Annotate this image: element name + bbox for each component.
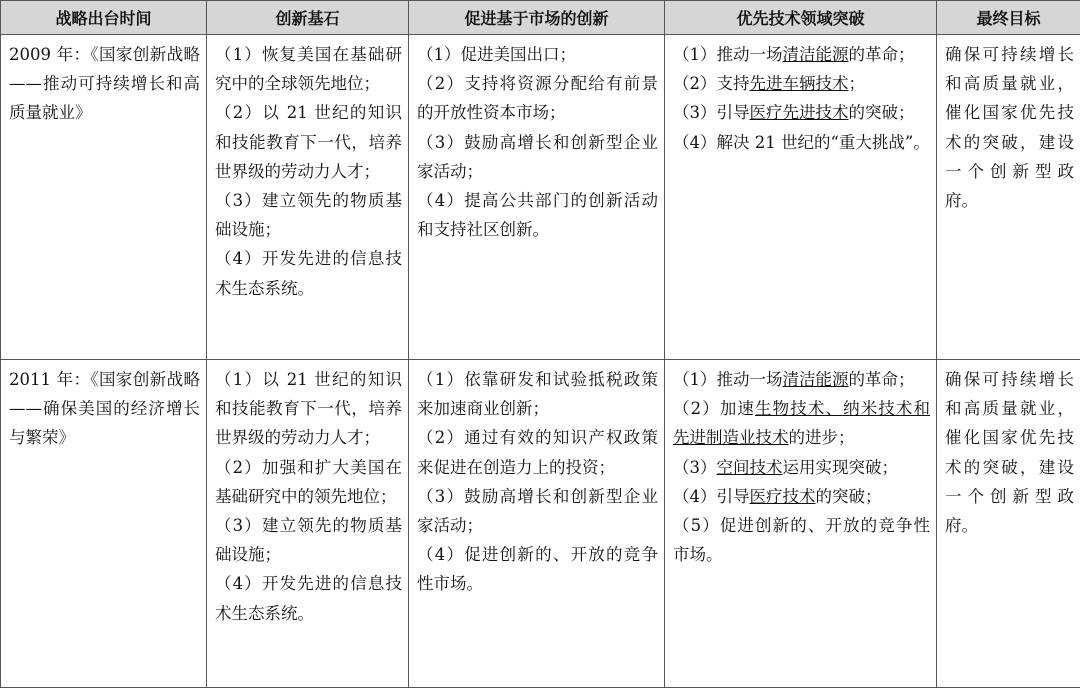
list-item: （3）鼓励高增长和创新型企业家活动； (417, 486, 658, 536)
underlined-term: 清洁能源 (782, 45, 849, 64)
underlined-term: 医疗先进技术 (749, 103, 849, 123)
list-item: （4）开发先进的信息技术生态系统。 (215, 249, 402, 298)
list-item: （5）促进创新的、开放的竞争性市场。 (673, 516, 930, 565)
cell-market (409, 360, 665, 688)
underlined-term: 先进车辆技术 (749, 74, 849, 94)
list-item: （1）推动一场清洁能源的革命； (673, 370, 915, 389)
list-item: （1）依靠研发和试验抵税政策来加速商业创新； (417, 370, 658, 419)
cell-foundation (207, 35, 409, 360)
table-row (1, 360, 1080, 688)
list-item: （3）鼓励高增长和创新型企业家活动； (417, 132, 658, 181)
list-item: （1）推动一场清洁能源的革命； (673, 45, 915, 64)
list-item: （2）以 21 世纪的知识和技能教育下一代，培养世界级的劳动力人才； (215, 103, 402, 181)
list-item: （1）恢复美国在基础研究中的全球领先地位； (215, 45, 402, 94)
cell-priority (665, 360, 937, 688)
list-item: （2）通过有效的知识产权政策来促进在创造力上的投资； (417, 428, 658, 477)
list-item: （3）建立领先的物质基础设施； (215, 191, 402, 240)
list-item: （4）促进创新的、开放的竞争性市场。 (417, 545, 658, 594)
cell-goal: 确保可持续增长和高质量就业，催化国家优先技术的突破，建设一个创新型政府。 (937, 35, 1080, 360)
list-item: （4）提高公共部门的创新活动和支持社区创新。 (417, 191, 658, 240)
header-time: 战略出台时间 (1, 1, 207, 35)
underlined-term: 生物技术、纳米技术和先进制造业技术 (673, 399, 931, 448)
list-item: （2）支持先进车辆技术； (673, 74, 865, 94)
list-item: （2）支持将资源分配给有前景的开放性资本市场； (417, 74, 658, 123)
cell-goal: 确保可持续增长和高质量就业，催化国家优先技术的突破，建设一个创新型政府。 (937, 360, 1080, 688)
header-goal: 最终目标 (937, 1, 1080, 35)
cell-time: 2011 年：《国家创新战略——确保美国的经济增长与繁荣》 (1, 360, 207, 688)
cell-time: 2009 年：《国家创新战略——推动可持续增长和高质量就业》 (1, 35, 207, 360)
list-item: （2）加速生物技术、纳米技术和先进制造业技术的进步； (673, 399, 931, 448)
list-item: （2）加强和扩大美国在基础研究中的领先地位； (215, 457, 402, 506)
list-item: （4）解决 21 世纪的“重大挑战”。 (673, 132, 930, 152)
cell-market (409, 35, 665, 360)
cell-priority (665, 35, 937, 360)
list-item: （4）开发先进的信息技术生态系统。 (215, 574, 402, 623)
cell-foundation (207, 360, 409, 688)
underlined-term: 医疗技术 (749, 486, 816, 506)
list-item: （3）空间技术运用实现突破； (673, 457, 898, 477)
list-item: （1）以 21 世纪的知识和技能教育下一代，培养世界级的劳动力人才； (215, 370, 402, 448)
underlined-term: 空间技术 (716, 457, 783, 477)
list-item: （1）促进美国出口； (417, 45, 576, 64)
table-row (1, 35, 1080, 360)
list-item: （3）引导医疗先进技术的突破； (673, 103, 915, 123)
list-item: （3）建立领先的物质基础设施； (215, 516, 402, 565)
header-market: 促进基于市场的创新 (409, 1, 665, 35)
underlined-term: 清洁能源 (782, 370, 849, 389)
header-row (1, 1, 1080, 35)
header-priority: 优先技术领域突破 (665, 1, 937, 35)
header-foundation: 创新基石 (207, 1, 409, 35)
list-item: （4）引导医疗技术的突破； (673, 486, 882, 506)
